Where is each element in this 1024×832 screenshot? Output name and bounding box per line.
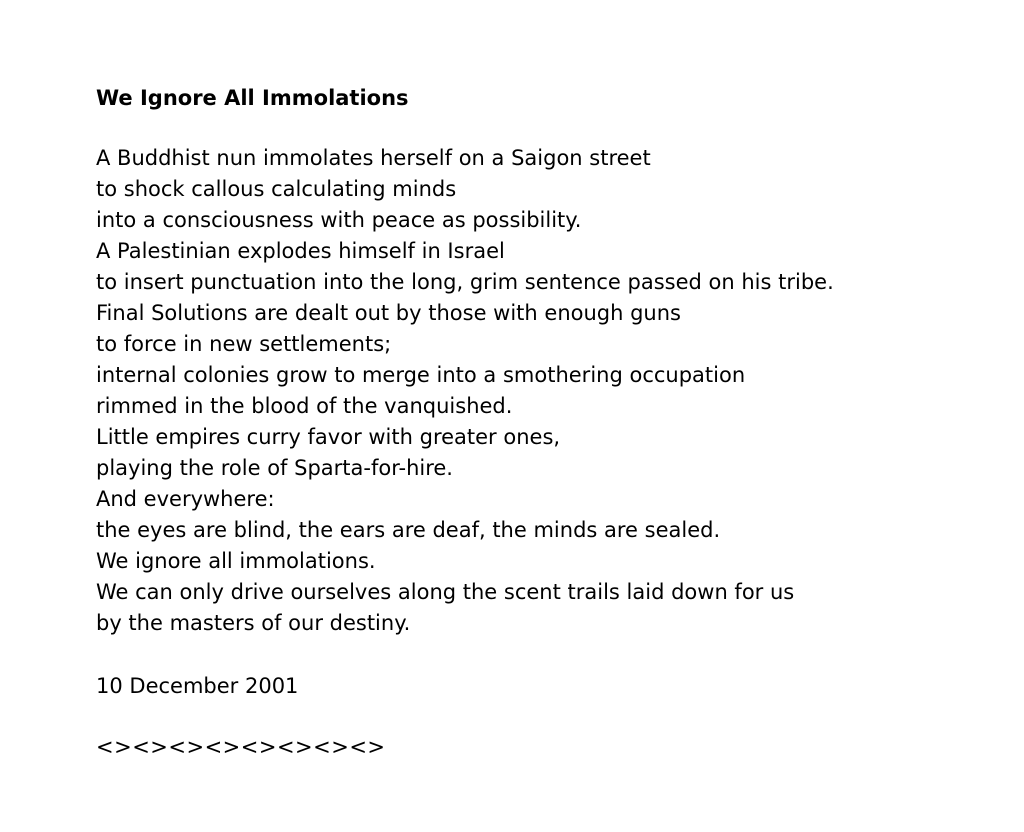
poem-line: into a consciousness with peace as possibility. [96,208,582,232]
poem-body [96,143,996,639]
poem-title: We Ignore All Immolations [96,86,409,110]
poem-line: We can only drive ourselves along the scent trails laid down for us [96,580,795,604]
poem-line: A Palestinian explodes himself in Israel [96,239,505,263]
poem-line: Final Solutions are dealt out by those with enough guns [96,301,681,325]
poem-line: to force in new settlements; [96,332,392,356]
poem-line: to shock callous calculating minds [96,177,457,201]
poem-line: rimmed in the blood of the vanquished. [96,394,513,418]
poem-line: the eyes are blind, the ears are deaf, the minds are sealed. [96,518,721,542]
poem-page [96,83,996,763]
poem-line: internal colonies grow to merge into a smothering occupation [96,363,746,387]
poem-line: by the masters of our destiny. [96,611,411,635]
poem-line: playing the role of Sparta-for-hire. [96,456,453,480]
poem-line: We ignore all immolations. [96,549,376,573]
ornamental-divider: <><><><><><><><> [96,735,386,759]
poem-line: And everywhere: [96,487,275,511]
poem-date: 10 December 2001 [96,674,299,698]
poem-line: to insert punctuation into the long, grim sentence passed on his tribe. [96,270,834,294]
poem-line: Little empires curry favor with greater ones, [96,425,561,449]
poem-line: A Buddhist nun immolates herself on a Saigon street [96,146,651,170]
